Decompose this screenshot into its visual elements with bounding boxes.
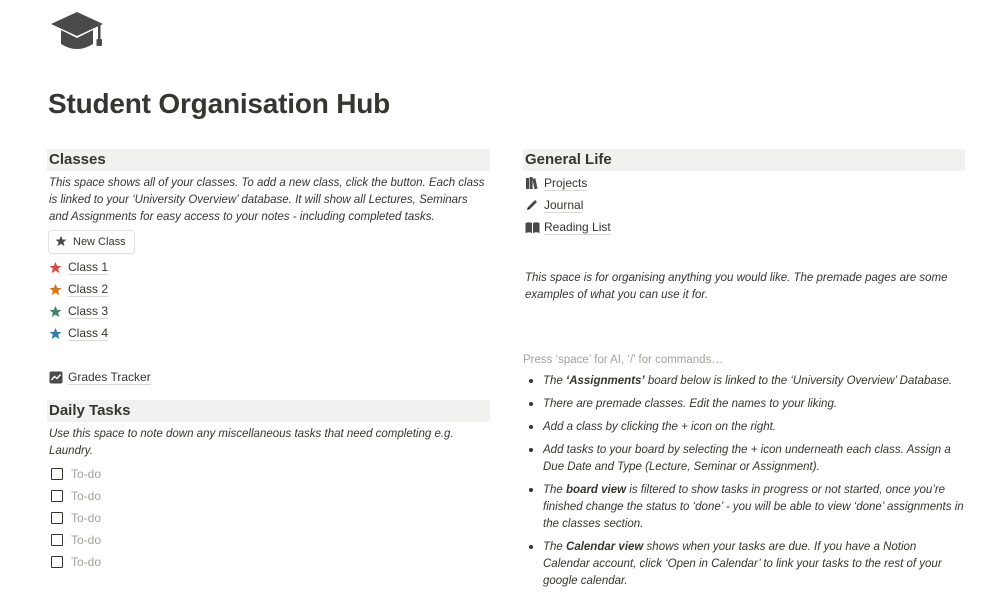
general-life-link[interactable] (523, 216, 965, 238)
star-icon (49, 259, 67, 275)
empty-block-placeholder[interactable]: Press ‘space’ for AI, ‘/’ for commands… (523, 354, 723, 366)
general-life-link[interactable] (523, 194, 965, 216)
daily-tasks-description[interactable]: Use this space to note down any miscellaneous tasks that need completing e.g. Laundry. (49, 428, 454, 457)
instruction-bullet[interactable] (543, 372, 965, 390)
left-column (47, 149, 490, 573)
daily-tasks-heading[interactable]: Daily Tasks (47, 400, 490, 422)
books-icon (525, 175, 543, 191)
todo-label[interactable]: To-do (71, 489, 102, 503)
general-life-label: Reading List (544, 219, 611, 234)
general-life-label: Journal (544, 197, 584, 212)
general-life-list (523, 172, 965, 238)
instruction-bullet[interactable] (543, 418, 965, 436)
instruction-bullet[interactable] (543, 395, 965, 413)
bullet-text: shows when your tasks are due. If you have a Notion Calendar account, click ‘Open in Calendar’ to link your tasks to the rest of your google calendar. (543, 541, 942, 587)
grades-tracker-link[interactable] (47, 366, 490, 388)
instruction-bullet[interactable] (543, 481, 965, 533)
bullet-text: Add tasks to your board by selecting the + icon underneath each class. Assign a Due Date and Type (Lecture, Seminar or Assignment). (543, 444, 951, 473)
chart-icon (49, 369, 67, 385)
class-link[interactable] (47, 300, 490, 322)
todo-item[interactable] (47, 507, 490, 529)
instructions-list (523, 372, 965, 590)
class-label: Class 4 (68, 325, 109, 340)
classes-heading[interactable]: Classes (47, 149, 490, 171)
instruction-bullet[interactable] (543, 441, 965, 476)
general-life-label: Projects (544, 175, 588, 190)
todo-checkbox[interactable] (51, 512, 63, 524)
todo-list (47, 463, 490, 573)
class-link[interactable] (47, 322, 490, 344)
star-icon (49, 325, 67, 341)
todo-checkbox[interactable] (51, 490, 63, 502)
graduation-cap-icon[interactable] (49, 10, 105, 56)
general-life-link[interactable] (523, 172, 965, 194)
todo-label[interactable]: To-do (71, 511, 102, 525)
pencil-icon (525, 197, 543, 213)
class-label: Class 2 (68, 281, 109, 296)
instruction-bullet[interactable] (543, 538, 965, 590)
new-class-button[interactable] (48, 230, 135, 254)
todo-label[interactable]: To-do (71, 533, 102, 547)
todo-item[interactable] (47, 551, 490, 573)
open-book-icon (525, 219, 543, 235)
general-life-description[interactable]: This space is for organising anything you would like. The premade pages are some examples of what you can use it for. (525, 272, 948, 301)
bullet-bold-text: board view (566, 484, 627, 496)
bullet-text: board below is linked to the ‘University Overview’ Database. (644, 375, 953, 387)
class-list (47, 256, 490, 344)
right-column (523, 149, 965, 595)
bullet-bold-text: Calendar view (566, 541, 644, 553)
page-title[interactable]: Student Organisation Hub (48, 88, 391, 119)
class-label: Class 1 (68, 259, 109, 274)
bullet-text: There are premade classes. Edit the names to your liking. (543, 398, 838, 410)
class-link[interactable] (47, 278, 490, 300)
bullet-text: is filtered to show tasks in progress or not started, once you’re finished change the status to ‘done’ - you will be able to view ‘done’ assignments in the classes section. (543, 484, 964, 530)
todo-checkbox[interactable] (51, 468, 63, 480)
bullet-text: The (543, 541, 567, 553)
bullet-text: The (543, 484, 567, 496)
todo-checkbox[interactable] (51, 534, 63, 546)
bullet-bold-text: ‘Assignments’ (566, 375, 645, 387)
general-life-heading[interactable]: General Life (523, 149, 965, 171)
todo-label[interactable]: To-do (71, 555, 102, 569)
todo-item[interactable] (47, 529, 490, 551)
todo-item[interactable] (47, 485, 490, 507)
new-class-button-label: New Class (73, 236, 126, 248)
class-link[interactable] (47, 256, 490, 278)
todo-label[interactable]: To-do (71, 467, 102, 481)
star-icon (49, 281, 67, 297)
bullet-text: Add a class by clicking the + icon on the right. (543, 421, 777, 433)
star-icon (49, 303, 67, 319)
class-label: Class 3 (68, 303, 109, 318)
star-icon (55, 235, 67, 250)
todo-checkbox[interactable] (51, 556, 63, 568)
bullet-text: The (543, 375, 567, 387)
grades-tracker-label: Grades Tracker (68, 369, 151, 384)
classes-description[interactable]: This space shows all of your classes. To add a new class, click the button. Each class is linked to your ‘University Overview’ database. It will show all Lectures, Seminars and Assignments for easy access to your notes - including completed tasks. (49, 177, 485, 223)
todo-item[interactable] (47, 463, 490, 485)
